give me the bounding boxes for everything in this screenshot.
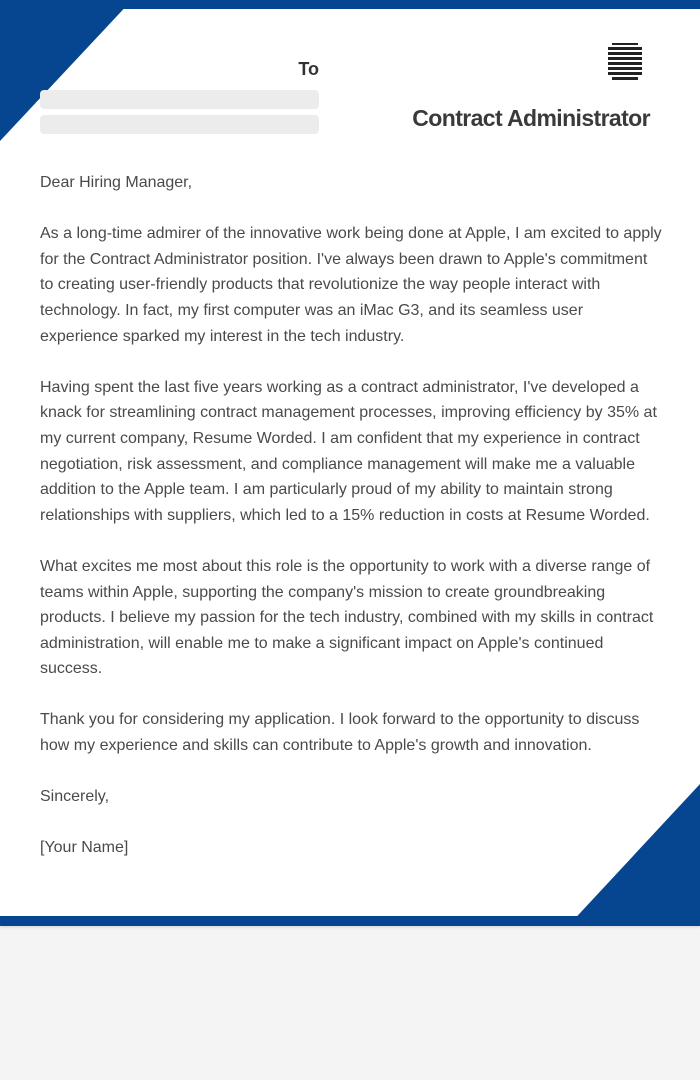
closing: Sincerely, <box>40 788 110 806</box>
document-lines-icon <box>608 43 642 81</box>
recipient-placeholder-line <box>40 115 319 134</box>
letter-paragraph: Thank you for considering my application. I look forward to the opportunity to discuss how my experience and skills can contribute to Apple's growth and innovation. <box>40 711 640 755</box>
letter-body <box>40 170 665 887</box>
bottom-accent-band <box>0 916 700 926</box>
signature: [Your Name] <box>40 839 129 857</box>
job-title: Contract Administrator <box>412 105 650 131</box>
letter-paragraph: What excites me most about this role is the opportunity to work with a diverse range of teams within Apple, supporting the company's mission to create groundbreaking products. I believe my passion for the tech industry, combined with my skills in contract administration, will enable me to make a significant impact on Apple's continued success. <box>40 557 654 678</box>
letter-paragraph: Having spent the last five years working as a contract administrator, I've developed a knack for streamlining contract management processes, improving efficiency by 35% at my current company, Resume Worded. I am confident that my experience in contract negotiation, risk assessment, and compliance management will make me a valuable addition to the Apple team. I am particularly proud of my ability to maintain strong relationships with suppliers, which led to a 15% reduction in costs at Resume Worded. <box>40 378 657 524</box>
to-label: To <box>298 59 319 79</box>
salutation: Dear Hiring Manager, <box>40 174 193 191</box>
recipient-placeholder-line <box>40 90 319 109</box>
letter-paragraph: As a long-time admirer of the innovative work being done at Apple, I am excited to apply for the Contract Administrator position. I've always been drawn to Apple's commitment to creating user-friendly products that revolutionize the way people interact with technology. In fact, my first computer was an iMac G3, and its seamless user experience sparked my interest in the tech industry. <box>40 225 662 345</box>
